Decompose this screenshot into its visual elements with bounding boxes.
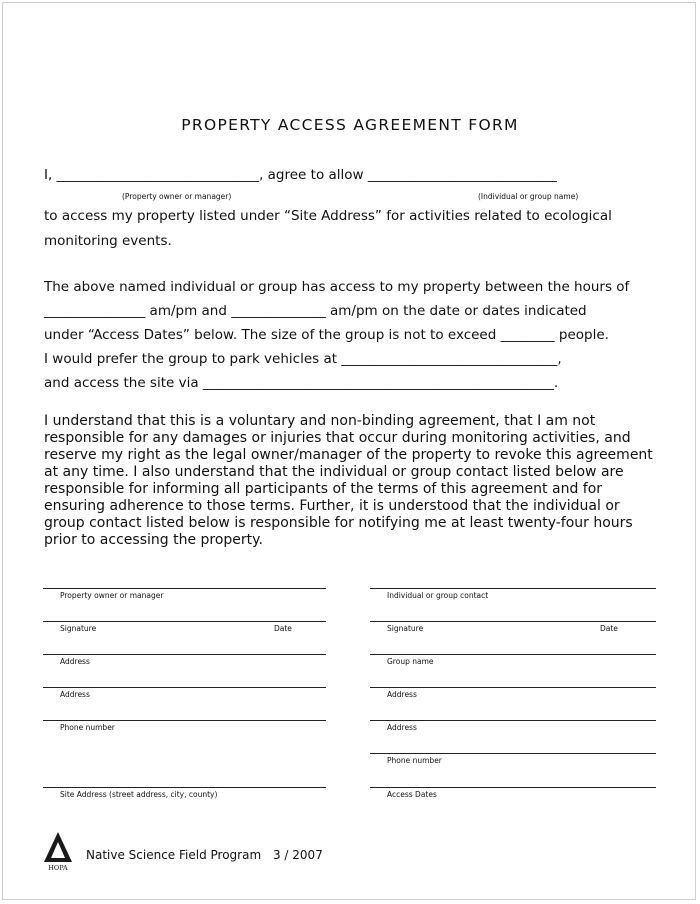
owner-label: Property owner or manager [60, 591, 164, 600]
contact-label: Individual or group contact [387, 591, 489, 600]
group-caption: (Individual or group name) [478, 192, 579, 201]
group-name-label: Group name [387, 657, 434, 666]
intro-line-2: to access my property listed under “Site Address” for activities related to ecological [44, 208, 612, 224]
site-address-label: Site Address (street address, city, county) [60, 790, 218, 799]
owner-caption: (Property owner or manager) [122, 192, 232, 201]
contact-signature-line [370, 621, 656, 622]
group-name-line [370, 654, 656, 655]
hours-line-3: under “Access Dates” below. The size of the group is not to exceed ________ people. [44, 327, 609, 343]
intro-line-1: I, ______________________________, agree to allow ____________________________ [44, 167, 557, 183]
owner-address-line-1 [43, 654, 326, 655]
contact-phone-line [370, 753, 656, 754]
form-title: PROPERTY ACCESS AGREEMENT FORM [181, 116, 519, 134]
contact-address-line-2 [370, 720, 656, 721]
intro-line-3: monitoring events. [44, 233, 172, 249]
access-dates-line [370, 787, 656, 788]
contact-phone-label: Phone number [387, 756, 442, 765]
owner-signature-line [43, 621, 326, 622]
hours-line-5: and access the site via ____________________________________________________. [44, 375, 559, 391]
owner-line [43, 588, 326, 589]
owner-phone-label: Phone number [60, 723, 115, 732]
hours-line-2: _______________ am/pm and ______________ am/pm on the date or dates indicated [44, 303, 587, 319]
owner-date-label: Date [274, 624, 292, 633]
access-dates-label: Access Dates [387, 790, 437, 799]
contact-address-label-2: Address [387, 723, 417, 732]
owner-signature-label: Signature [60, 624, 97, 633]
owner-address-line-2 [43, 687, 326, 688]
contact-address-line-1 [370, 687, 656, 688]
owner-address-label-1: Address [60, 657, 90, 666]
site-address-line [43, 787, 326, 788]
contact-date-label: Date [600, 624, 618, 633]
contact-signature-label: Signature [387, 624, 424, 633]
program-name: Native Science Field Program [86, 848, 262, 862]
owner-address-label-2: Address [60, 690, 90, 699]
hours-line-1: The above named individual or group has access to my property between the hours of [44, 279, 630, 295]
hopa-logo-icon [40, 830, 76, 874]
form-version: 3 / 2007 [272, 848, 323, 862]
owner-phone-line [43, 720, 326, 721]
contact-line [370, 588, 656, 589]
terms-paragraph: I understand that this is a voluntary and non-binding agreement, that I am not responsible for any damages or injuries that occur during monitoring activities, and reserve my right as the legal owner/manager of the property to revoke this agreement at any time. I also understand that the individual or group contact listed below are responsible for informing all participants of the terms of this agreement and for ensuring adherence to those terms. Further, it is understood that the individual or group contact listed below is responsible for notifying me at least twenty-four hours prior to accessing the property. [44, 413, 653, 548]
logo-text: HOPA [48, 864, 68, 872]
contact-address-label-1: Address [387, 690, 417, 699]
footer [86, 848, 323, 862]
hours-line-4: I would prefer the group to park vehicles at ________________________________, [44, 351, 562, 367]
